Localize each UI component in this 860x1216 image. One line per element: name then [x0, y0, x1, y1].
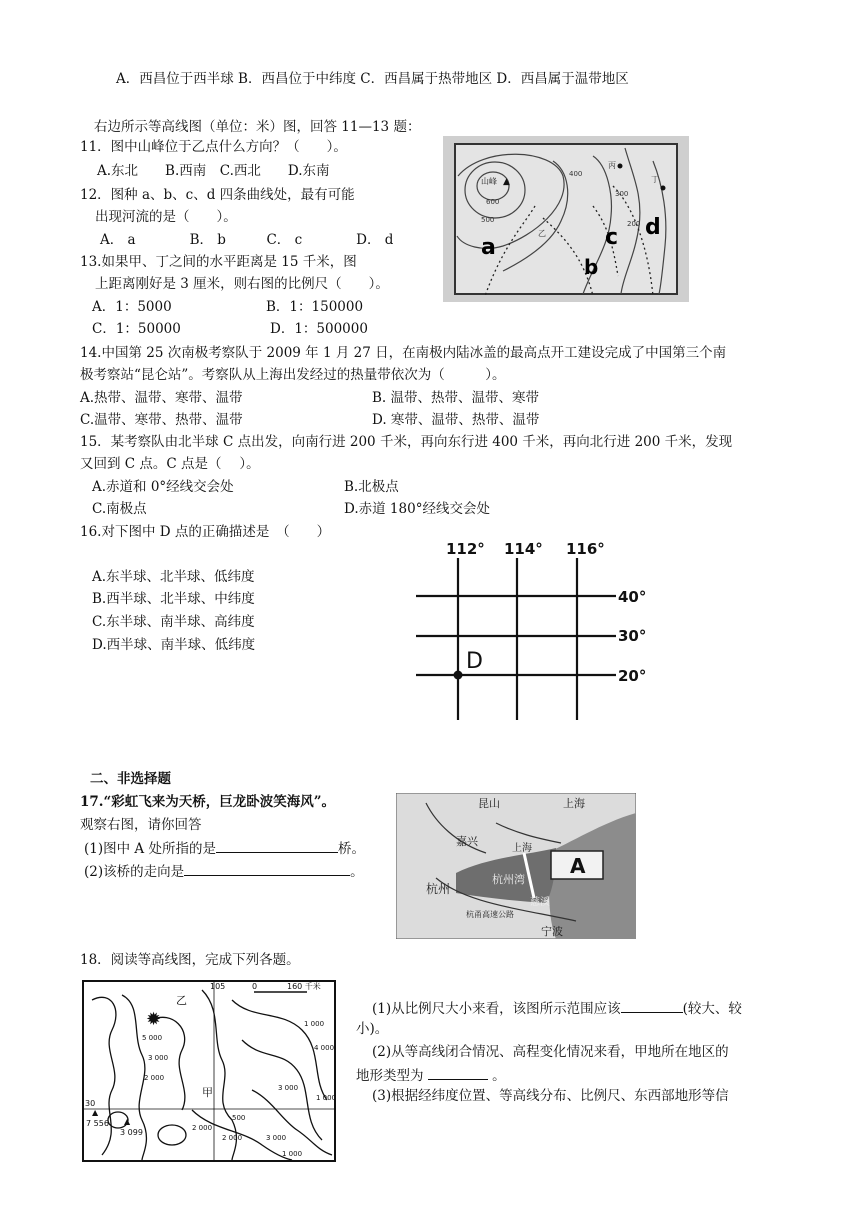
q18-sub1-line2: 小)。 [356, 1021, 389, 1037]
relief-lon-label: 105 [210, 982, 226, 991]
relief-scale-label: 160 千米 [287, 982, 321, 991]
curve-d-label: d [645, 215, 661, 240]
q15-option-d: D.赤道 180°经线交会处 [344, 501, 490, 517]
relief-map-figure [82, 980, 336, 1162]
q16-option-b: B.西半球、北半球、中纬度 [92, 591, 255, 607]
q10-options: A．西昌位于西半球 B．西昌位于中纬度 C．西昌属于热带地区 D．西昌属于温带地区 [116, 71, 629, 87]
contour-label-600: 600 [486, 198, 500, 206]
q13-option-d: D．1：500000 [270, 321, 368, 337]
relief-contour-7: 500 [232, 1114, 246, 1122]
relief-jia-label: 甲 [202, 1086, 213, 1099]
lat-20-label: 20° [618, 667, 647, 685]
lon-112-label: 112° [446, 540, 485, 558]
lon-114-label: 114° [504, 540, 543, 558]
q17-part-1: (1)图中 A 处所指的是 桥。 [84, 838, 365, 858]
q12-stem-2: 出现河流的是（ ）。 [95, 209, 237, 225]
map-label-shanghai: 上海 [563, 797, 585, 810]
q16-stem: 16.对下图中 D 点的正确描述是 （ ） [80, 524, 331, 540]
q17-stem-2: 观察右图，请你回答 [80, 817, 202, 833]
svg-text:▲: ▲ [92, 1108, 99, 1117]
q18-blank-1[interactable] [621, 998, 683, 1013]
q16-option-a: A.东半球、北半球、低纬度 [92, 569, 255, 585]
q13-stem-2: 上距离刚好是 3 厘米，则右图的比例尺（ ）。 [95, 276, 389, 292]
svg-text:▲: ▲ [503, 177, 510, 187]
q11-options: A.东北 B.西南 C.西北 D.东南 [97, 163, 330, 179]
relief-peak-1: 7 556 [86, 1119, 109, 1128]
map-label-jiaxing: 嘉兴 [456, 835, 478, 848]
q14-stem-2: 极考察站“昆仑站”。考察队从上海出发经过的热量带依次为（ ）。 [80, 367, 506, 383]
q17-blank-2[interactable] [184, 861, 350, 876]
relief-contour-5: 2 000 [144, 1074, 165, 1082]
q18-sub2-line1: (2)从等高线闭合情况、高程变化情况来看，甲地所在地区的 [372, 1044, 729, 1060]
q14-option-c: C.温带、寒带、热带、温带 [80, 412, 243, 428]
q18-sub2-line2: 地形类型为 。 [356, 1065, 506, 1085]
q18-sub1-line1: (1)从比例尺大小来看，该图所示范围应该 (较大、较 [372, 998, 742, 1018]
map-label-kunshan: 昆山 [478, 797, 500, 810]
relief-contour-10: 2 000 [192, 1124, 213, 1132]
curve-b-label: b [584, 255, 599, 279]
q15-option-c: C.南极点 [92, 501, 147, 517]
map-label-expressway: 杭甬高速公路 [466, 910, 514, 919]
relief-contour-3: 5 000 [142, 1034, 163, 1042]
curve-a-label: a [481, 235, 496, 260]
q18-sub3-line1: (3)根据经纬度位置、等高线分布、比例尺、东西部地形等信 [372, 1088, 729, 1104]
relief-contour-9: 3 000 [278, 1084, 299, 1092]
q17-part-2: (2)该桥的走向是 。 [84, 861, 364, 881]
relief-scale-zero: 0 [252, 982, 258, 991]
contour-label-400: 400 [569, 170, 583, 178]
q13-stem-1: 13.如果甲、丁之间的水平距离是 15 千米，图 [80, 254, 357, 270]
relief-contour-11: 3 000 [266, 1134, 287, 1142]
contour-label-yi: 乙 [538, 229, 546, 238]
contour-label-peak: 山峰 [481, 177, 497, 186]
relief-contour-1: 1 000 [304, 1020, 325, 1028]
q16-option-d: D.西半球、南半球、低纬度 [92, 637, 256, 653]
lat-30-label: 30° [618, 627, 647, 645]
q13-option-a: A．1：5000 [92, 299, 172, 315]
map-label-hangzhou-bay: 杭州湾 [492, 873, 525, 886]
relief-contour-2: 4 000 [314, 1044, 335, 1052]
relief-contour-6: 1 000 [316, 1094, 336, 1102]
relief-lat-label: 30 [85, 1099, 96, 1108]
relief-contour-4: 3 000 [148, 1054, 169, 1062]
contour-intro: 右边所示等高线图（单位：米）图，回答 11—13 题： [94, 119, 421, 135]
contour-label-ding: 丁 [651, 175, 659, 184]
q14-stem-1: 14.中国第 25 次南极考察队于 2009 年 1 月 27 日，在南极内陆冰盖的最高点开工建设完成了中国第三个南 [80, 345, 727, 361]
q13-option-c: C．1：50000 [92, 321, 181, 337]
section2-heading: 二、非选择题 [90, 771, 171, 787]
point-d-marker [454, 671, 463, 680]
curve-c-label: c [605, 225, 619, 250]
q15-stem-2: 又回到 C 点。C 点是（ ）。 [80, 456, 260, 472]
contour-label-500: 500 [481, 216, 495, 224]
q16-option-c: C.东半球、南半球、高纬度 [92, 614, 255, 630]
relief-contour-12: 1 000 [282, 1150, 303, 1158]
contour-label-200: 200 [627, 220, 641, 228]
q12-options: A． a B． b C． c D． d [100, 232, 394, 248]
q15-option-a: A.赤道和 0°经线交会处 [92, 479, 234, 495]
map-label-hangzhou: 杭州 [426, 882, 451, 896]
q11-stem: 11．图中山峰位于乙点什么方向？（ ）。 [80, 139, 347, 155]
contour-map-figure [443, 136, 689, 302]
map-label-ningbo: 宁波 [541, 925, 563, 938]
svg-text:▲: ▲ [124, 1117, 131, 1126]
point-d-label: D [466, 649, 483, 674]
q14-option-d: D. 寒带、温带、热带、温带 [372, 412, 540, 428]
q12-stem-1: 12．图种 a、b、c、d 四条曲线处，最有可能 [80, 187, 355, 203]
lon-116-label: 116° [566, 540, 605, 558]
relief-peak-2: 3 099 [120, 1128, 143, 1137]
q14-option-a: A.热带、温带、寒带、温带 [80, 390, 243, 406]
q17-stem-1: 17.“彩虹飞来为天桥，巨龙卧波笑海风”。 [80, 794, 336, 810]
q17-blank-1[interactable] [216, 838, 338, 853]
q15-option-b: B.北极点 [344, 479, 399, 495]
q13-option-b: B．1：150000 [266, 299, 364, 315]
q14-option-b: B. 温带、热带、温带、寒带 [372, 390, 540, 406]
contour-label-300: 300 [615, 190, 629, 198]
q18-stem: 18．阅读等高线图，完成下列各题。 [80, 952, 300, 968]
label-a: A [570, 854, 586, 878]
map-label-cixi: 慈溪 [530, 897, 550, 908]
map-label-shanghai-2: 上海 [512, 843, 532, 854]
relief-yi-label: 乙 [176, 994, 187, 1007]
contour-label-bing: 丙 [608, 161, 616, 170]
sun-icon: ✹ [146, 1009, 162, 1030]
relief-contour-8: 2 000 [222, 1134, 243, 1142]
latlon-grid-figure [416, 540, 652, 722]
q18-blank-2[interactable] [428, 1065, 488, 1080]
bridge-map-figure [396, 793, 636, 939]
q15-stem-1: 15．某考察队由北半球 C 点出发，向南行进 200 千米，再向东行进 400 千米，再向北行进 200 千米，发现 [80, 434, 733, 450]
lat-40-label: 40° [618, 588, 647, 606]
